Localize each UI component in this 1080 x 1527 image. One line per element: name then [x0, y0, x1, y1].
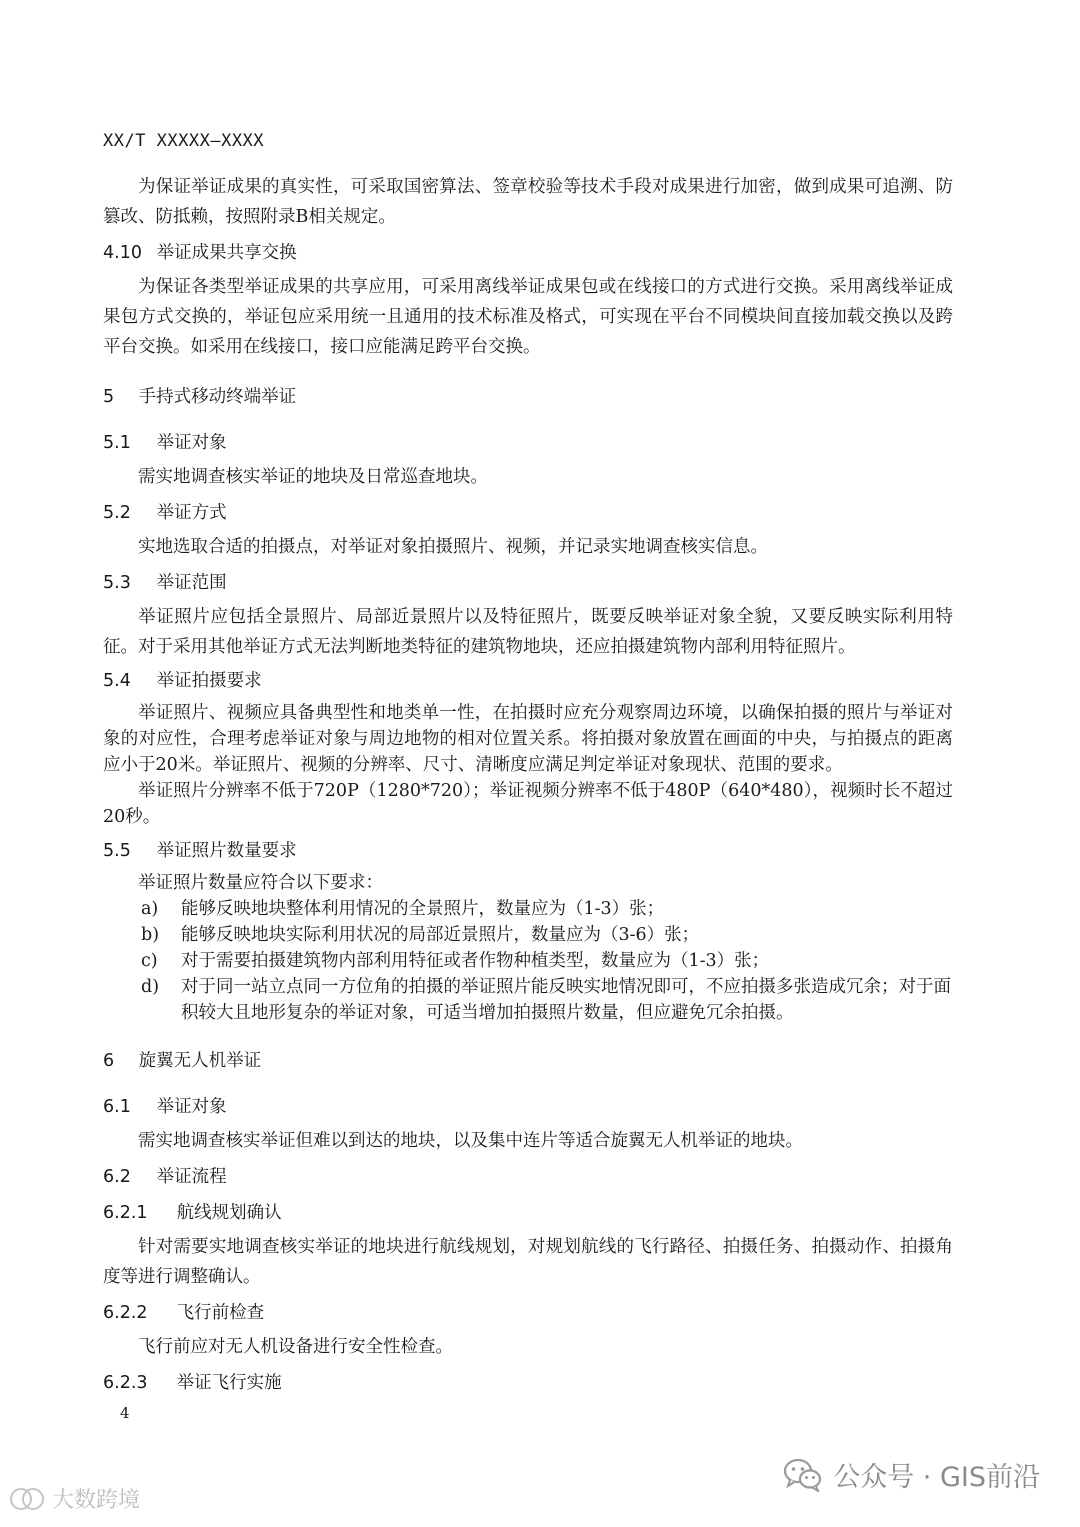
section-heading-6-2-2	[103, 1298, 953, 1328]
section-heading-5-2	[103, 498, 953, 528]
wechat-watermark-text: 公众号 · GIS前沿	[833, 1462, 1040, 1493]
list-item	[103, 922, 953, 948]
section-number: 6.2.1	[103, 1203, 148, 1223]
section-heading-5-3	[103, 568, 953, 598]
section-title: 举证对象	[156, 433, 227, 453]
section-heading-6-2-3	[103, 1368, 953, 1398]
section-title: 举证成果共享交换	[156, 243, 297, 263]
chapter-title: 手持式移动终端举证	[138, 387, 297, 407]
list-item	[103, 896, 953, 922]
paragraph: 为保证举证成果的真实性，可采取国密算法、签章校验等技术手段对成果进行加密，做到成果可追溯、防篡改、防抵赖，按照附录B相关规定。	[103, 177, 953, 227]
section-number: 4.10	[103, 243, 142, 263]
section-title: 航线规划确认	[176, 1203, 282, 1223]
section-title: 举证对象	[156, 1097, 227, 1117]
section-number: 6.1	[103, 1097, 131, 1117]
paragraph: 举证照片分辨率不低于720P（1280*720）；举证视频分辨率不低于480P（640*480），视频时长不超过20秒。	[103, 781, 953, 827]
list-item-text: 对于需要拍摄建筑物内部利用特征或者作物种植类型，数量应为（1-3）张；	[181, 951, 770, 971]
section-heading-6-1	[103, 1092, 953, 1122]
section-heading-5-1	[103, 428, 953, 458]
section-heading-4-10	[103, 238, 953, 268]
section-number: 5.5	[103, 841, 131, 861]
corner-watermark-text: 大数跨境	[52, 1488, 141, 1513]
section-number: 5.2	[103, 503, 131, 523]
list-marker: c)	[141, 951, 158, 971]
section-title: 举证飞行实施	[176, 1373, 282, 1393]
list-item	[103, 974, 953, 1026]
paragraph: 举证照片应包括全景照片、局部近景照片以及特征照片，既要反映举证对象全貌，又要反映实际利用特征。对于采用其他举证方式无法判断地类特征的建筑物地块，还应拍摄建筑物内部利用特征照片。	[103, 607, 953, 657]
document-body	[103, 172, 953, 1398]
section-heading-6-2-1	[103, 1198, 953, 1228]
section-number: 5.3	[103, 573, 131, 593]
section-number: 5.1	[103, 433, 131, 453]
section-title: 举证方式	[156, 503, 227, 523]
section-title: 举证范围	[156, 573, 227, 593]
list-item-text: 能够反映地块实际利用状况的局部近景照片，数量应为（3-6）张；	[181, 925, 700, 945]
chapter-heading-5	[103, 382, 953, 412]
section-number: 6.2.2	[103, 1303, 148, 1323]
corner-watermark	[8, 1483, 140, 1514]
list-marker: d)	[141, 977, 160, 997]
chapter-heading-6	[103, 1046, 953, 1076]
paragraph: 实地选取合适的拍摄点，对举证对象拍摄照片、视频，并记录实地调查核实信息。	[138, 537, 768, 557]
section-heading-5-4	[103, 666, 953, 696]
list-marker: b)	[141, 925, 160, 945]
chapter-number: 6	[103, 1051, 115, 1071]
paragraph: 为保证各类型举证成果的共享应用，可采用离线举证成果包或在线接口的方式进行交换。采用离线举证成果包方式交换的，举证包应采用统一且通用的技术标准及格式，可实现在平台不同模块间直接加载交换以及跨平台交换。如采用在线接口，接口应能满足跨平台交换。	[103, 277, 953, 357]
requirements-list	[103, 896, 953, 1026]
section-number: 6.2.3	[103, 1373, 148, 1393]
paragraph: 针对需要实地调查核实举证的地块进行航线规划，对规划航线的飞行路径、拍摄任务、拍摄动作、拍摄角度等进行调整确认。	[103, 1237, 953, 1287]
wechat-icon	[783, 1458, 823, 1492]
paragraph: 举证照片、视频应具备典型性和地类单一性，在拍摄时应充分观察周边环境，以确保拍摄的照片与举证对象的对应性，合理考虑举证对象与周边地物的相对位置关系。将拍摄对象放置在画面的中央，与拍摄点的距离应小于20米。举证照片、视频的分辨率、尺寸、清晰度应满足判定举证对象现状、范围的要求。	[103, 703, 953, 775]
list-marker: a)	[141, 899, 159, 919]
section-heading-6-2	[103, 1162, 953, 1192]
paragraph: 需实地调查核实举证但难以到达的地块，以及集中连片等适合旋翼无人机举证的地块。	[138, 1131, 803, 1151]
page-number: 4	[120, 1404, 130, 1422]
list-item-text: 对于同一站立点同一方位角的拍摄的举证照片能反映实地情况即可，不应拍摄多张造成冗余；对于面积较大且地形复杂的举证对象，可适当增加拍摄照片数量，但应避免冗余拍摄。	[181, 977, 951, 1023]
chapter-number: 5	[103, 387, 115, 407]
list-item	[103, 948, 953, 974]
paragraph: 需实地调查核实举证的地块及日常巡查地块。	[138, 467, 488, 487]
section-title: 举证照片数量要求	[156, 841, 297, 861]
section-title: 举证拍摄要求	[156, 671, 262, 691]
paragraph: 飞行前应对无人机设备进行安全性检查。	[138, 1337, 453, 1357]
list-item-text: 能够反映地块整体利用情况的全景照片，数量应为（1-3）张；	[181, 899, 665, 919]
wechat-watermark	[783, 1455, 1040, 1494]
paragraph: 举证照片数量应符合以下要求：	[138, 873, 383, 893]
section-heading-5-5	[103, 836, 953, 866]
standard-code-header: XX/T XXXXX—XXXX	[103, 131, 265, 151]
section-number: 5.4	[103, 671, 131, 691]
section-title: 飞行前检查	[176, 1303, 265, 1323]
section-title: 举证流程	[156, 1167, 227, 1187]
section-number: 6.2	[103, 1167, 131, 1187]
cc-icon	[8, 1486, 46, 1512]
chapter-title: 旋翼无人机举证	[138, 1051, 262, 1071]
